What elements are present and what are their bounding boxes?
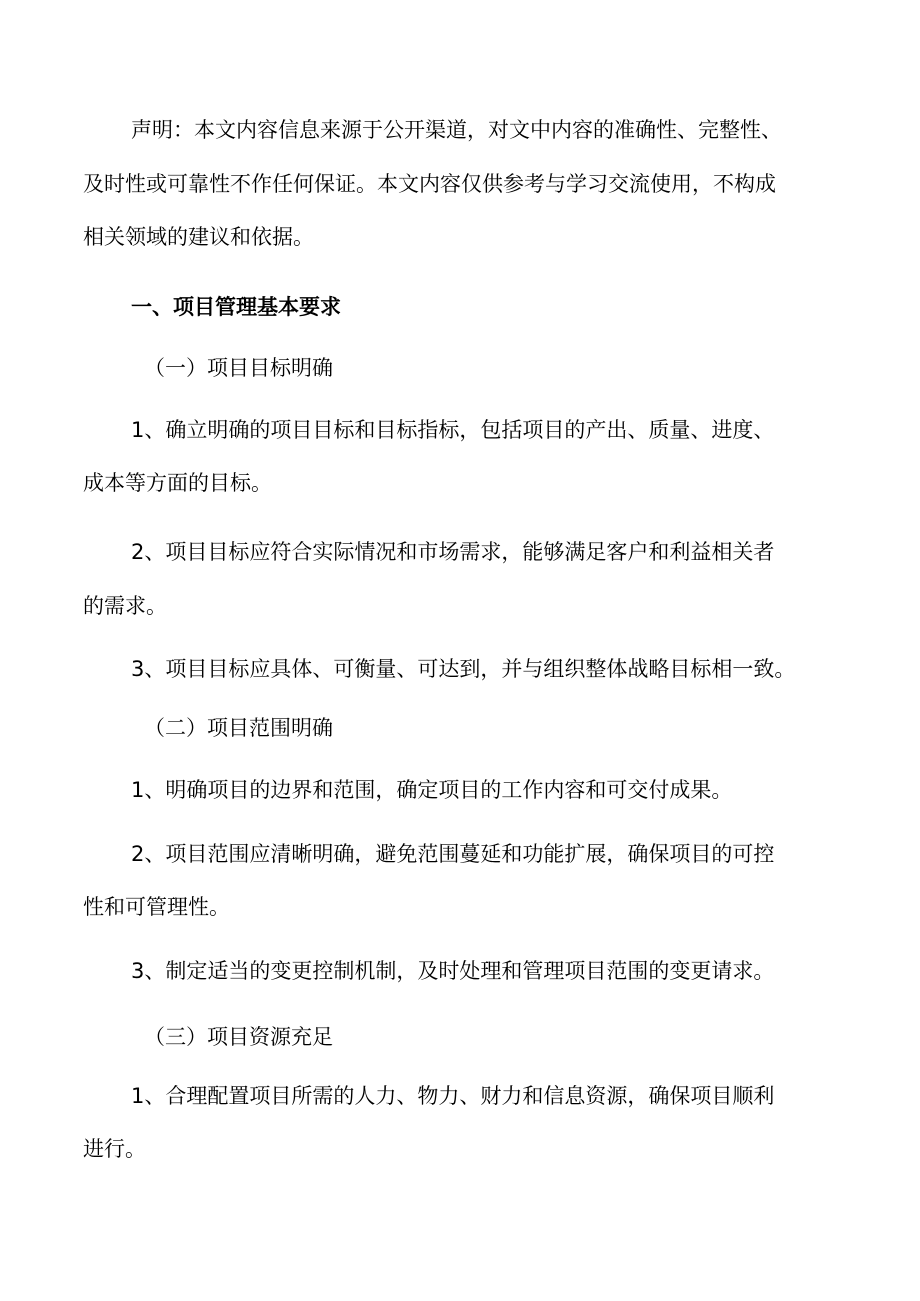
paragraph-line: 的需求。 (83, 594, 167, 618)
disclaimer-line-2: 及时性或可靠性不作任何保证。本文内容仅供参考与学习交流使用，不构成 (83, 172, 776, 196)
paragraph-line: 成本等方面的目标。 (83, 471, 272, 495)
section-heading: 一、项目管理基本要求 (131, 295, 341, 319)
paragraph-line: 进行。 (83, 1137, 146, 1161)
paragraph-line: 1、合理配置项目所需的人力、物力、财力和信息资源，确保项目顺利 (131, 1084, 775, 1108)
paragraph-line: 3、项目目标应具体、可衡量、可达到，并与组织整体战略目标相一致。 (131, 657, 796, 681)
paragraph-line: 1、确立明确的项目目标和目标指标，包括项目的产出、质量、进度、 (131, 418, 775, 442)
subsection-title-1: （一）项目目标明确 (144, 356, 333, 380)
disclaimer-line-1: 声明：本文内容信息来源于公开渠道，对文中内容的准确性、完整性、 (131, 118, 782, 142)
disclaimer-line-3: 相关领域的建议和依据。 (83, 225, 314, 249)
paragraph-line: 2、项目目标应符合实际情况和市场需求，能够满足客户和利益相关者 (131, 540, 775, 564)
paragraph-line: 性和可管理性。 (83, 895, 230, 919)
paragraph-line: 3、制定适当的变更控制机制，及时处理和管理项目范围的变更请求。 (131, 959, 775, 983)
paragraph-line: 2、项目范围应清晰明确，避免范围蔓延和功能扩展，确保项目的可控 (131, 842, 775, 866)
subsection-title-2: （二）项目范围明确 (144, 716, 333, 740)
subsection-title-3: （三）项目资源充足 (144, 1025, 333, 1049)
paragraph-line: 1、明确项目的边界和范围，确定项目的工作内容和可交付成果。 (131, 778, 733, 802)
